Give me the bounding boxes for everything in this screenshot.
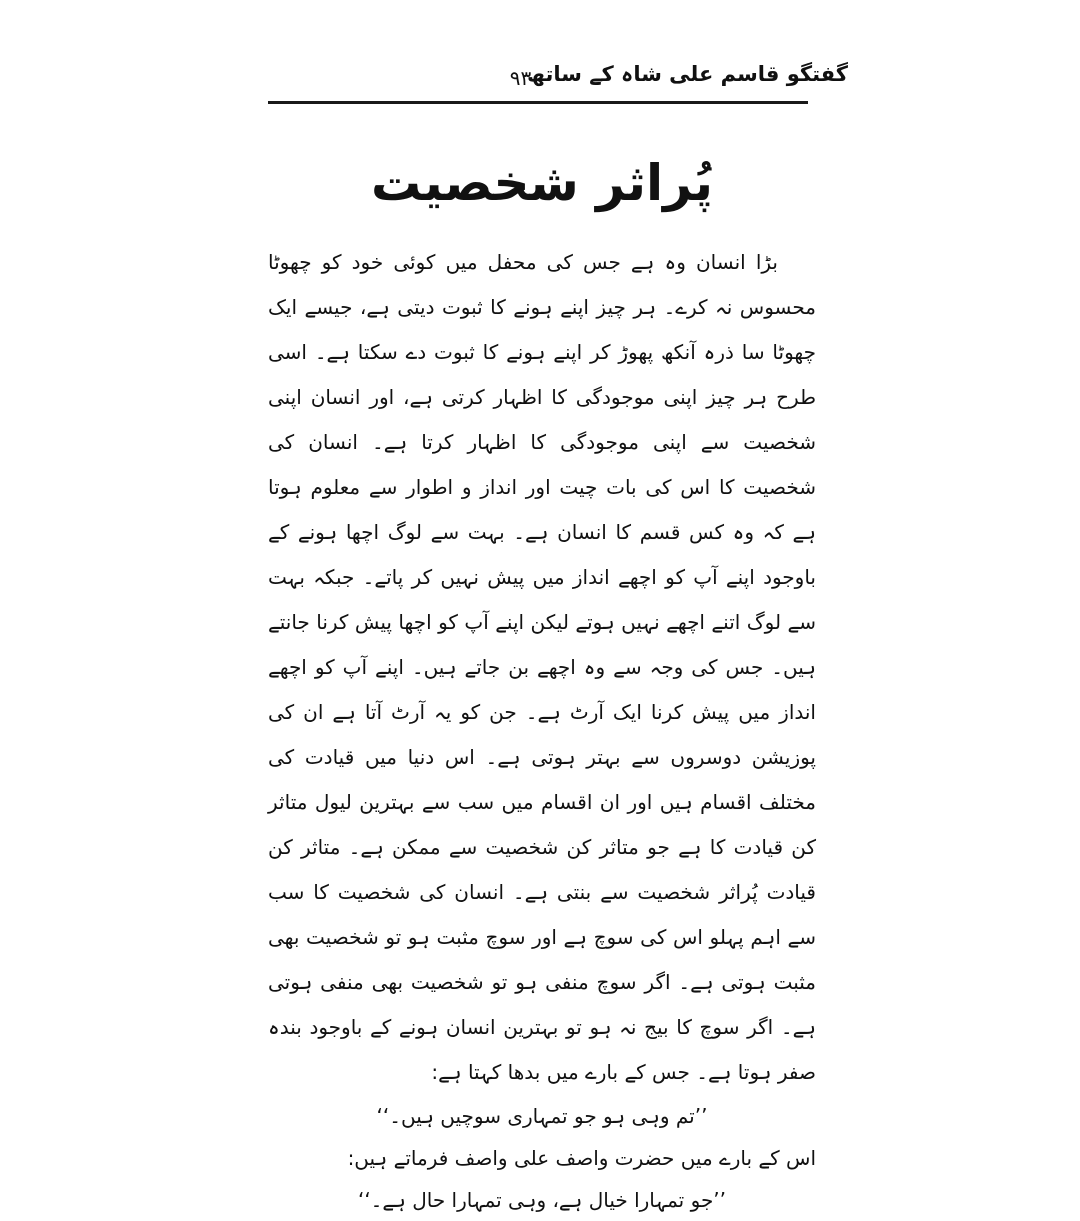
- body-text: [268, 240, 816, 1221]
- attribution-line: اس کے بارے میں حضرت واصف علی واصف فرماتے ہیں:: [347, 1146, 816, 1170]
- running-header: [268, 60, 848, 98]
- main-paragraph: بڑا انسان وہ ہے جس کی محفل میں کوئی خود کو چھوٹا محسوس نہ کرے۔ ہر چیز اپنے ہونے کا ثبوت دیتی ہے، جیسے ایک چھوٹا سا ذرہ آنکھ پھوڑ کر اپنے ہونے کا ثبوت دے سکتا ہے۔ اسی طرح ہر چیز اپنی موجودگی کا اظہار کرتی ہے، اور انسان اپنی شخصیت سے اپنی موجودگی کا اظہار کرتا ہے۔ انسان کی شخصیت کا اس کی بات چیت اور انداز و اطوار سے معلوم ہوتا ہے کہ وہ کس قسم کا انسان ہے۔ بہت سے لوگ اچھا ہونے کے باوجود اپنے آپ کو اچھے انداز میں پیش نہیں کر پاتے۔ جبکہ بہت سے لوگ اتنے اچھے نہیں ہوتے لیکن اپنے آپ کو اچھا پیش کرنا جانتے ہیں۔ جس کی وجہ سے وہ اچھے بن جاتے ہیں۔ اپنے آپ کو اچھے انداز میں پیش کرنا ایک آرٹ ہے۔ جن کو یہ آرٹ آتا ہے ان کی پوزیشن دوسروں سے بہتر ہوتی ہے۔ اس دنیا میں قیادت کی مختلف اقسام ہیں اور ان اقسام میں سب سے بہترین لیول متاثر کن قیادت کا ہے جو متاثر کن شخصیت سے ممکن ہے۔ متاثر کن قیادت پُراثر شخصیت سے بنتی ہے۔ انسان کی شخصیت کا سب سے اہم پہلو اس کی سوچ ہے اور سوچ مثبت ہو تو شخصیت بھی مثبت ہوتی ہے۔ اگر سوچ منفی ہو تو شخصیت بھی منفی ہوتی ہے۔ اگر سوچ کا بیج نہ ہو تو بہترین انسان ہونے کے باوجود بندہ صفر ہوتا ہے۔ جس کے بارے میں بدھا کہتا ہے:: [268, 250, 816, 1084]
- chapter-title: پُراثر شخصیت: [370, 154, 714, 212]
- buddha-quote: ’’تم وہی ہو جو تمہاری سوچیں ہیں۔‘‘: [376, 1104, 708, 1128]
- book-title: گفتگو قاسم علی شاہ کے ساتھ: [526, 62, 848, 86]
- page-number: ۹۳: [509, 66, 532, 90]
- wasif-quote: ’’جو تمہارا خیال ہے، وہی تمہارا حال ہے۔‘‘: [357, 1188, 727, 1212]
- header-rule: [268, 101, 808, 104]
